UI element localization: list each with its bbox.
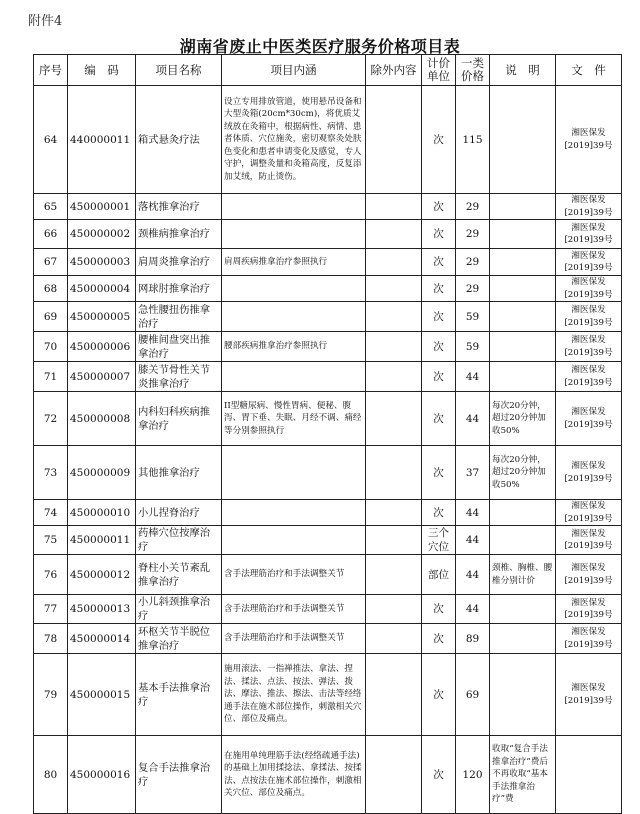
cell-code: 450000001 <box>68 194 136 220</box>
cell-note <box>490 194 556 220</box>
table-row <box>34 362 622 392</box>
cell-note: 收取“复合手法推拿治疗”费后不再收取“基本手法推拿治疗”费 <box>490 736 556 814</box>
cell-note <box>490 332 556 362</box>
cell-seq: 74 <box>34 500 68 526</box>
cell-doc: 湘医保发[2019]39号 <box>556 624 622 654</box>
table-row <box>34 276 622 302</box>
cell-excluded <box>366 332 422 362</box>
cell-content <box>222 276 366 302</box>
cell-excluded <box>366 220 422 249</box>
cell-excluded <box>366 446 422 500</box>
table-row <box>34 86 622 194</box>
cell-doc: 湘医保发[2019]39号 <box>556 654 622 736</box>
cell-excluded <box>366 654 422 736</box>
cell-code: 450000013 <box>68 595 136 624</box>
cell-unit: 次 <box>422 595 456 624</box>
table-row <box>34 500 622 526</box>
cell-seq: 75 <box>34 526 68 555</box>
cell-content <box>222 194 366 220</box>
cell-name: 药棒穴位按摩治疗 <box>136 526 222 555</box>
cell-name: 箱式悬灸疗法 <box>136 86 222 194</box>
cell-content <box>222 500 366 526</box>
cell-seq: 69 <box>34 302 68 332</box>
cell-price: 89 <box>456 624 490 654</box>
cell-code: 440000011 <box>68 86 136 194</box>
cell-doc: 湘医保发[2019]39号 <box>556 595 622 624</box>
cell-note <box>490 86 556 194</box>
cell-doc: 湘医保发[2019]39号 <box>556 86 622 194</box>
cell-note: 每次20分钟，超过20分钟加收50% <box>490 392 556 446</box>
cell-excluded <box>366 624 422 654</box>
cell-content <box>222 220 366 249</box>
table-row <box>34 654 622 736</box>
header-doc: 文 件 <box>556 55 622 86</box>
header-price: 一类价格 <box>456 55 490 86</box>
cell-seq: 65 <box>34 194 68 220</box>
cell-code: 450000009 <box>68 446 136 500</box>
cell-unit: 次 <box>422 500 456 526</box>
cell-name: 急性腰扭伤推拿治疗 <box>136 302 222 332</box>
attachment-label: 附件4 <box>28 14 63 29</box>
cell-unit: 部位 <box>422 555 456 595</box>
cell-price: 29 <box>456 220 490 249</box>
header-seq: 序号 <box>34 55 68 86</box>
cell-unit: 次 <box>422 86 456 194</box>
header-excluded: 除外内容 <box>366 55 422 86</box>
cell-doc: 湘医保发[2019]39号 <box>556 302 622 332</box>
table-row <box>34 624 622 654</box>
cell-excluded <box>366 194 422 220</box>
cell-excluded <box>366 249 422 276</box>
cell-doc: 湘医保发[2019]39号 <box>556 249 622 276</box>
cell-doc: 湘医保发[2019]39号 <box>556 392 622 446</box>
header-note: 说 明 <box>490 55 556 86</box>
table-row <box>34 595 622 624</box>
cell-unit: 次 <box>422 362 456 392</box>
cell-excluded <box>366 500 422 526</box>
cell-unit: 次 <box>422 446 456 500</box>
table-row <box>34 332 622 362</box>
cell-code: 450000003 <box>68 249 136 276</box>
cell-seq: 79 <box>34 654 68 736</box>
cell-note: 颈椎、胸椎、腰椎分别计价 <box>490 555 556 595</box>
cell-name: 腰椎间盘突出推拿治疗 <box>136 332 222 362</box>
cell-content: 腰部疾病推拿治疗参照执行 <box>222 332 366 362</box>
table-row <box>34 555 622 595</box>
cell-code: 450000008 <box>68 392 136 446</box>
cell-price: 29 <box>456 276 490 302</box>
cell-price: 120 <box>456 736 490 814</box>
cell-unit: 次 <box>422 220 456 249</box>
header-content: 项目内涵 <box>222 55 366 86</box>
cell-code: 450000005 <box>68 302 136 332</box>
header-name: 项目名称 <box>136 55 222 86</box>
cell-price: 115 <box>456 86 490 194</box>
cell-name: 落枕推拿治疗 <box>136 194 222 220</box>
table-row <box>34 302 622 332</box>
cell-excluded <box>366 526 422 555</box>
cell-name: 网球肘推拿治疗 <box>136 276 222 302</box>
cell-unit: 次 <box>422 302 456 332</box>
cell-note <box>490 302 556 332</box>
cell-excluded <box>366 736 422 814</box>
cell-doc: 湘医保发[2019]39号 <box>556 362 622 392</box>
cell-doc: 湘医保发[2019]39号 <box>556 276 622 302</box>
cell-unit: 次 <box>422 654 456 736</box>
cell-content: 肩周疾病推拿治疗参照执行 <box>222 249 366 276</box>
table-row <box>34 194 622 220</box>
cell-name: 基本手法推拿治疗 <box>136 654 222 736</box>
cell-name: 环枢关节半脱位推拿治疗 <box>136 624 222 654</box>
cell-seq: 72 <box>34 392 68 446</box>
cell-unit: 次 <box>422 276 456 302</box>
cell-name: 小儿斜颈推拿治疗 <box>136 595 222 624</box>
cell-content: 在施用单纯理筋手法(经络疏通手法)的基础上加用揉捻法、拿揉法、按揉法、点按法在施术部位操作，刺激相关穴位、部位及痛点。 <box>222 736 366 814</box>
cell-name: 脊柱小关节紊乱推拿治疗 <box>136 555 222 595</box>
cell-excluded <box>366 392 422 446</box>
cell-note <box>490 654 556 736</box>
cell-content: II型糖尿病、慢性胃病、便秘、腹泻、胃下垂、失眠、月经不调、痛经等分别参照执行 <box>222 392 366 446</box>
cell-seq: 76 <box>34 555 68 595</box>
cell-content: 含手法理筋治疗和手法调整关节 <box>222 595 366 624</box>
cell-unit: 次 <box>422 332 456 362</box>
cell-seq: 73 <box>34 446 68 500</box>
cell-seq: 64 <box>34 86 68 194</box>
cell-unit: 次 <box>422 194 456 220</box>
cell-name: 内科妇科疾病推拿治疗 <box>136 392 222 446</box>
cell-excluded <box>366 595 422 624</box>
cell-name: 小儿捏脊治疗 <box>136 500 222 526</box>
cell-excluded <box>366 86 422 194</box>
cell-name: 其他推拿治疗 <box>136 446 222 500</box>
cell-seq: 67 <box>34 249 68 276</box>
cell-code: 450000012 <box>68 555 136 595</box>
cell-note <box>490 249 556 276</box>
cell-unit: 三个穴位 <box>422 526 456 555</box>
cell-content <box>222 302 366 332</box>
cell-seq: 77 <box>34 595 68 624</box>
cell-seq: 80 <box>34 736 68 814</box>
cell-excluded <box>366 276 422 302</box>
cell-name: 膝关节骨性关节炎推拿治疗 <box>136 362 222 392</box>
cell-price: 44 <box>456 392 490 446</box>
table-row <box>34 220 622 249</box>
table-row <box>34 392 622 446</box>
cell-name: 颈椎病推拿治疗 <box>136 220 222 249</box>
cell-doc <box>556 736 622 814</box>
cell-code: 450000007 <box>68 362 136 392</box>
cell-price: 44 <box>456 555 490 595</box>
table-row <box>34 446 622 500</box>
cell-content: 设立专用排放管道，使用悬吊设备和大型灸箱(20cm*30cm)，将优质艾绒放在灸箱中，根据病性、病情、患者体质、穴位施灸，密切观察灸处肤色变化和患者申请变化及感觉，专人守护，调整灸量和灸箱高度，反复添加艾绒，防止烫伤。 <box>222 86 366 194</box>
cell-content: 施用滚法、一指禅推法、拿法、捏法、揉法、点法、按法、弹法、拨法、摩法、推法、擦法、击法等经络通手法在施术部位操作，刺激相关穴位、部位及痛点。 <box>222 654 366 736</box>
cell-price: 44 <box>456 362 490 392</box>
cell-doc: 湘医保发[2019]39号 <box>556 332 622 362</box>
table-row <box>34 249 622 276</box>
cell-code: 450000014 <box>68 624 136 654</box>
table-row <box>34 526 622 555</box>
cell-doc: 湘医保发[2019]39号 <box>556 220 622 249</box>
cell-name: 肩周炎推拿治疗 <box>136 249 222 276</box>
cell-price: 44 <box>456 500 490 526</box>
cell-price: 69 <box>456 654 490 736</box>
cell-name: 复合手法推拿治疗 <box>136 736 222 814</box>
cell-code: 450000011 <box>68 526 136 555</box>
cell-note <box>490 595 556 624</box>
cell-content <box>222 446 366 500</box>
cell-code: 450000004 <box>68 276 136 302</box>
cell-price: 44 <box>456 526 490 555</box>
cell-note: 每次20分钟，超过20分钟加收50% <box>490 446 556 500</box>
cell-price: 59 <box>456 302 490 332</box>
cell-unit: 次 <box>422 249 456 276</box>
cell-note <box>490 624 556 654</box>
cell-note <box>490 500 556 526</box>
cell-doc: 湘医保发[2019]39号 <box>556 526 622 555</box>
cell-code: 450000002 <box>68 220 136 249</box>
cell-content <box>222 362 366 392</box>
price-table <box>33 54 622 814</box>
cell-code: 450000006 <box>68 332 136 362</box>
cell-price: 37 <box>456 446 490 500</box>
header-unit: 计价单位 <box>422 55 456 86</box>
cell-unit: 次 <box>422 392 456 446</box>
cell-doc: 湘医保发[2019]39号 <box>556 500 622 526</box>
cell-seq: 70 <box>34 332 68 362</box>
cell-seq: 68 <box>34 276 68 302</box>
cell-doc: 湘医保发[2019]39号 <box>556 555 622 595</box>
cell-note <box>490 526 556 555</box>
cell-note <box>490 220 556 249</box>
cell-price: 44 <box>456 595 490 624</box>
cell-excluded <box>366 302 422 332</box>
cell-code: 450000016 <box>68 736 136 814</box>
header-code: 编 码 <box>68 55 136 86</box>
cell-content: 含手法理筋治疗和手法调整关节 <box>222 624 366 654</box>
cell-doc: 湘医保发[2019]39号 <box>556 194 622 220</box>
cell-code: 450000010 <box>68 500 136 526</box>
cell-code: 450000015 <box>68 654 136 736</box>
cell-seq: 78 <box>34 624 68 654</box>
cell-unit: 次 <box>422 624 456 654</box>
cell-unit: 次 <box>422 736 456 814</box>
cell-content <box>222 526 366 555</box>
page-title: 湖南省废止中医类医疗服务价格项目表 <box>179 37 461 56</box>
cell-excluded <box>366 555 422 595</box>
table-row <box>34 736 622 814</box>
cell-excluded <box>366 362 422 392</box>
cell-seq: 71 <box>34 362 68 392</box>
cell-price: 29 <box>456 249 490 276</box>
cell-price: 29 <box>456 194 490 220</box>
table-header-row <box>34 55 622 86</box>
cell-note <box>490 362 556 392</box>
cell-note <box>490 276 556 302</box>
cell-seq: 66 <box>34 220 68 249</box>
cell-price: 59 <box>456 332 490 362</box>
cell-content: 含手法理筋治疗和手法调整关节 <box>222 555 366 595</box>
cell-doc: 湘医保发[2019]39号 <box>556 446 622 500</box>
